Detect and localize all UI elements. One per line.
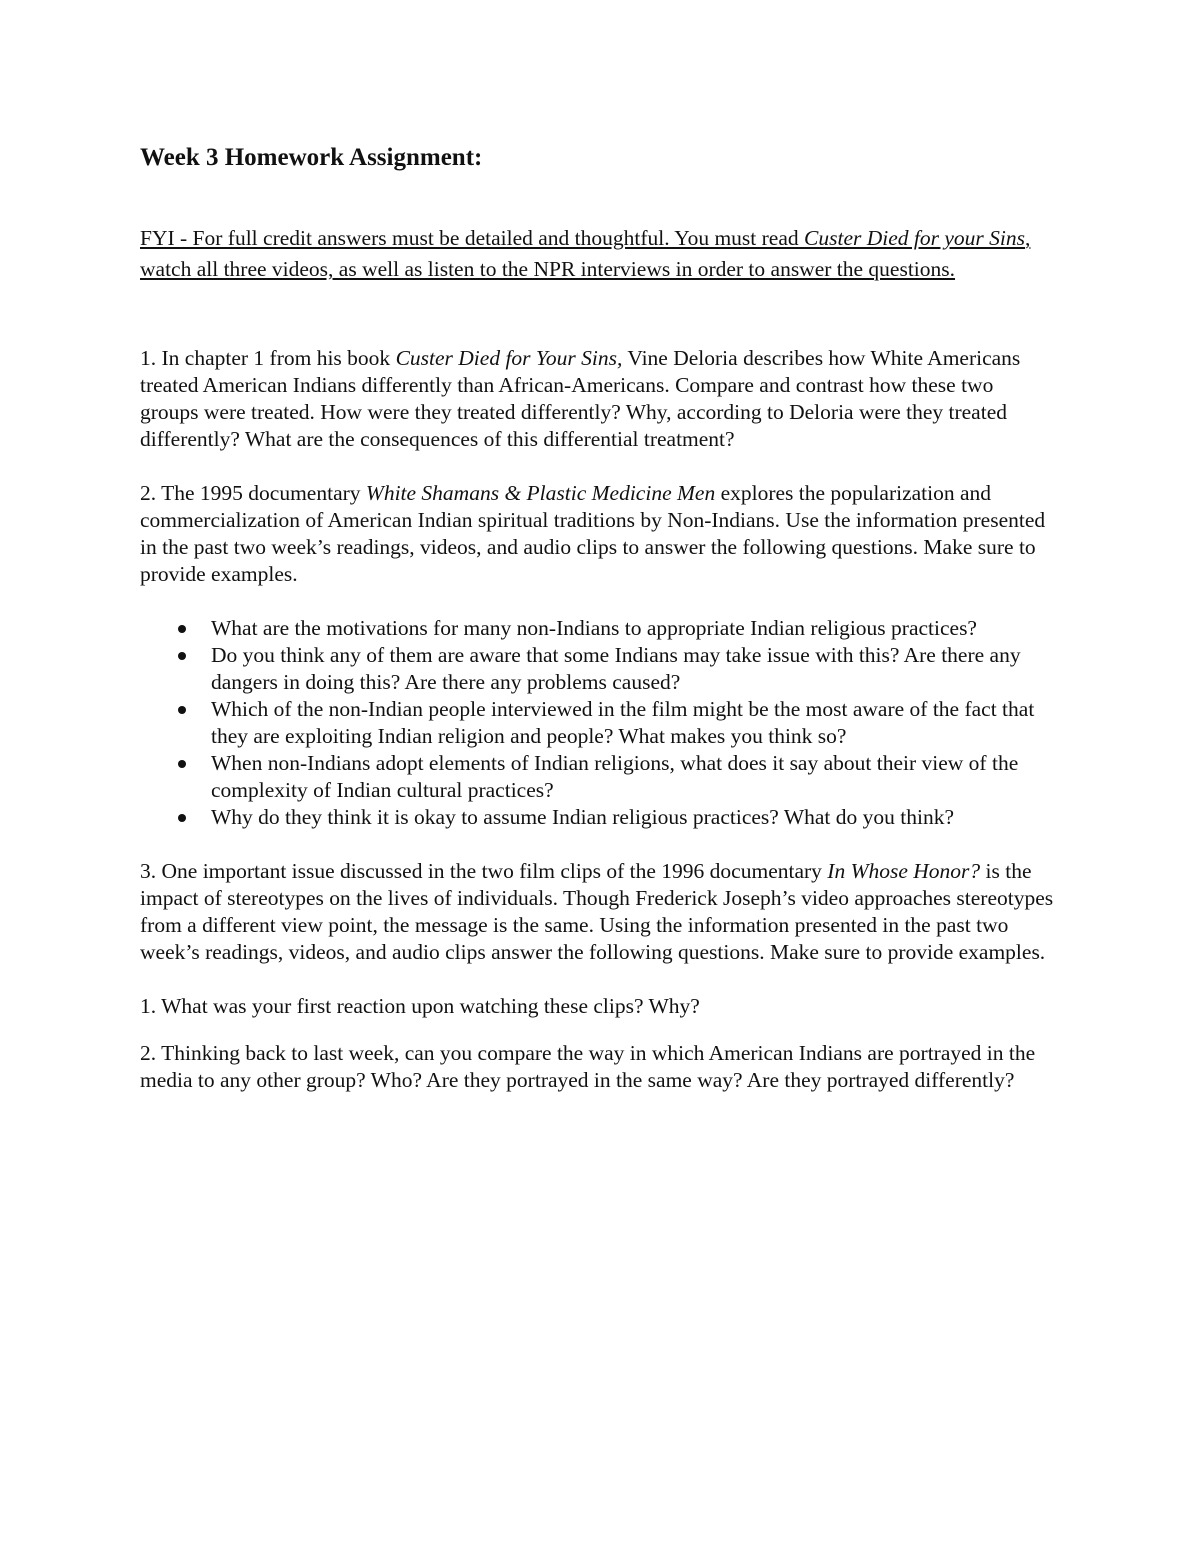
bullet-item [140,615,1055,642]
question-3 [140,858,1055,966]
fyi-text-start: FYI - For full credit answers must be detailed and thoughtful. You must read [140,226,805,250]
page-title: Week 3 Homework Assignment: [140,144,483,171]
question-3-sub-2: 2. Thinking back to last week, can you compare the way in which American Indians are portrayed in the media to any other group? Who? Are they portrayed in the same way? Are they portrayed differently? [140,1041,1036,1092]
question-1-book-title: Custer Died for Your Sins, [395,346,623,370]
bullet-item [140,642,1055,696]
question-2-lead: 2. The 1995 documentary [140,481,366,505]
question-3-sub-1: 1. What was your first reaction upon watching these clips? Why? [140,994,700,1018]
question-1-lead: 1. In chapter 1 from his book [140,346,396,370]
question-3-film-title: In Whose Honor? [827,859,981,883]
bullet-text: Do you think any of them are aware that some Indians may take issue with this? Are there any dangers in doing this? Are there any problems caused? [211,643,1021,694]
fyi-book-title: Custer Died for your Sins [804,226,1025,250]
bullet-item [140,750,1055,804]
bullet-text: When non-Indians adopt elements of Indian religions, what does it say about their view of the complexity of Indian cultural practices? [211,751,1019,802]
question-2-film-title: White Shamans & Plastic Medicine Men [365,481,716,505]
question-1 [140,345,1055,453]
bullet-dot-icon [178,706,186,714]
bullet-dot-icon [178,625,186,633]
question-2 [140,480,1055,588]
bullet-dot-icon [178,652,186,660]
bullet-text: What are the motivations for many non-Indians to appropriate Indian religious practices? [211,616,977,640]
bullet-dot-icon [178,814,186,822]
bullet-text: Why do they think it is okay to assume Indian religious practices? What do you think? [211,805,954,829]
fyi-text-end: , watch all three videos, as well as listen to the NPR interviews in order to answer the questions. [140,226,1031,281]
question-3-text: is the impact of stereotypes on the lives of individuals. Though Frederick Joseph’s video approaches stereotypes from a different view point, the message is the same. Using the information presented in the past two week’s readings, videos, and audio clips answer the following questions. Make sure to provide examples. [140,859,1054,964]
bullet-item [140,804,1055,831]
bullet-item [140,696,1055,750]
bullet-text: Which of the non-Indian people interviewed in the film might be the most aware of the fact that they are exploiting Indian religion and people? What makes you think so? [211,697,1035,748]
question-1-text: Vine Deloria describes how White Americans treated American Indians differently than African-Americans. Compare and contrast how these two groups were treated. How were they treated differently? Why, according to Deloria were they treated differently? What are the consequences of this differential treatment? [140,346,1021,451]
bullet-dot-icon [178,760,186,768]
document-body [140,142,1055,1121]
fyi-note [140,223,1055,285]
question-2-text: explores the popularization and commercialization of American Indian spiritual traditions by Non-Indians. Use the information presented in the past two week’s readings, videos, and audio clips to answer the following questions. Make sure to provide examples. [140,481,1046,586]
question-3-lead: 3. One important issue discussed in the two film clips of the 1996 documentary [140,859,828,883]
question-2-bullet-list [140,615,1055,831]
